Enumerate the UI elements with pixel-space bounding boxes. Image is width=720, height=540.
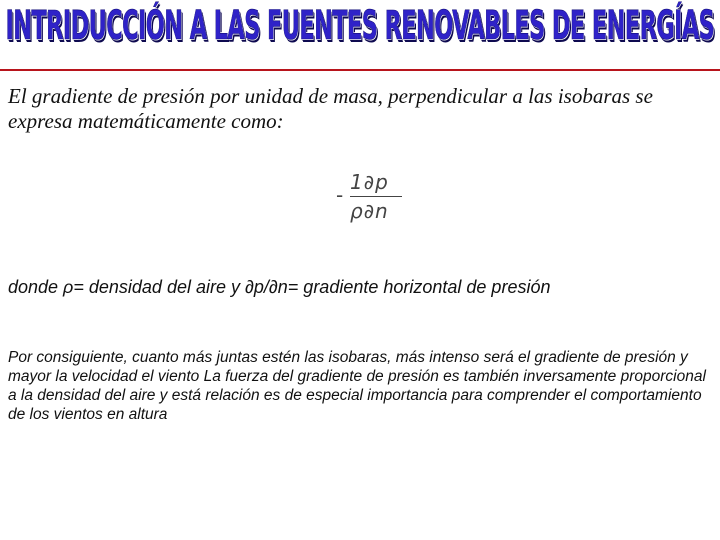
formula-numerator: 1∂p: [350, 170, 389, 194]
pressure-gradient-formula: [336, 170, 406, 230]
formula-minus-sign: -: [336, 183, 344, 207]
explanation-paragraph: Por consiguiente, cuanto más juntas estén las isobaras, más intenso será el gradiente de presión y mayor la velocidad el viento La fuerza del gradiente de presión es también inversamente proporcional a la densidad del aire y está relación es de especial importancia para comprender el comportamiento de los vientos en altura: [8, 349, 706, 423]
variable-definition: donde ρ= densidad del aire y ∂p/∂n= gradiente horizontal de presión: [8, 277, 551, 297]
formula-denominator: ρ∂n: [350, 199, 389, 223]
formula-fraction-bar: [350, 196, 402, 197]
title-divider: [0, 69, 720, 71]
intro-text: El gradiente de presión por unidad de masa, perpendicular a las isobaras se expresa matemáticamente como:: [8, 84, 653, 133]
slide-title: [0, 4, 720, 48]
slide-title-text: INTRIDUCCIÓN A LAS FUENTES RENOVABLES DE ENERGÍAS: [5, 3, 715, 49]
